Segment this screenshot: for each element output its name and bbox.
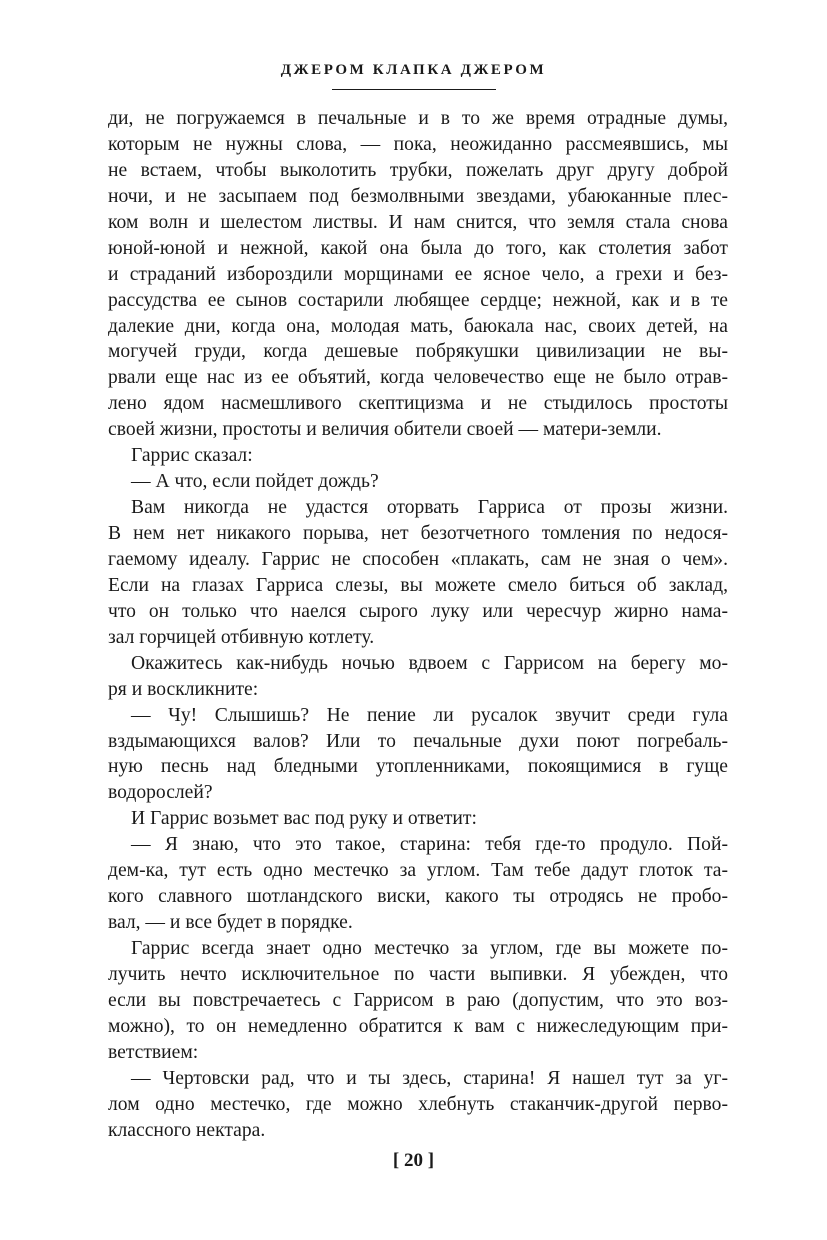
text-line: дем-ка, тут есть одно местечко за углом. Там тебе дадут глоток та-	[108, 860, 728, 882]
text-line: гаемому идеалу. Гаррис не способен «плакать, сам не зная о чем».	[108, 548, 728, 570]
text-line: — А что, если пойдет дождь?	[131, 471, 379, 493]
text-line: можно), то он немедленно обратится к вам с нижеследующим при-	[108, 1015, 728, 1037]
text-line: кого славного шотландского виски, какого ты отродясь не пробо-	[108, 886, 728, 908]
text-line: ди, не погружаемся в печальные и в то же время отрадные думы,	[108, 108, 728, 129]
text-line: — Чу! Слышишь? Не пение ли русалок звучит среди гула	[131, 704, 728, 726]
running-header: ДЖЕРОМ КЛАПКА ДЖЕРОМ	[280, 62, 547, 78]
page-number: [ 20 ]	[392, 1150, 435, 1171]
text-line: И Гаррис возьмет вас под руку и ответит:	[131, 808, 477, 830]
header-rule	[332, 89, 496, 90]
text-line: — Я знаю, что это такое, старина: тебя где-то продуло. Пой-	[131, 834, 728, 856]
text-line: водорослей?	[108, 782, 213, 804]
text-line: лом одно местечко, где можно хлебнуть стаканчик-другой перво-	[108, 1093, 728, 1115]
text-line: если вы повстречаетесь с Гаррисом в раю (допустим, что это воз-	[108, 989, 728, 1011]
text-line: классного нектара.	[108, 1119, 266, 1141]
text-line: ря и воскликните:	[108, 678, 259, 700]
text-line: Гаррис всегда знает одно местечко за углом, где вы можете по-	[131, 938, 728, 959]
text-line: Если на глазах Гарриса слезы, вы можете смело биться об заклад,	[108, 574, 728, 596]
text-line: далекие дни, когда она, молодая мать, баюкала нас, своих детей, на	[108, 315, 728, 337]
text-line: зал горчицей отбивную котлету.	[108, 626, 375, 648]
body-text	[108, 106, 728, 1144]
text-line: не встаем, чтобы выколотить трубки, пожелать друг другу доброй	[108, 159, 728, 181]
text-line: своей жизни, простоты и величия обители своей — матери-земли.	[108, 419, 662, 441]
text-line: вздымающихся валов? Или то печальные духи поют погребаль-	[108, 730, 728, 752]
text-line: ную песнь над бледными утопленниками, покоящимися в гуще	[108, 756, 728, 778]
text-line: ком волн и шелестом листвы. И нам снится, что земля стала снова	[108, 211, 728, 233]
text-line: что он только что наелся сырого луку или чересчур жирно нама-	[108, 600, 728, 622]
text-line: юной-юной и нежной, какой она была до того, как столетия забот	[108, 237, 728, 259]
text-line: рвали еще нас из ее объятий, когда человечество еще не было отрав-	[108, 367, 728, 389]
text-line: которым не нужны слова, — пока, неожиданно рассмеявшись, мы	[108, 133, 728, 155]
text-line: Вам никогда не удастся оторвать Гарриса от прозы жизни.	[131, 497, 728, 519]
text-line: Гаррис сказал:	[131, 445, 253, 467]
text-line: В нем нет никакого порыва, нет безотчетного томления по недося-	[108, 523, 728, 544]
text-line: — Чертовски рад, что и ты здесь, старина! Я нашел тут за уг-	[131, 1067, 728, 1089]
text-line: ночи, и не засыпаем под безмолвными звездами, убаюканные плес-	[108, 185, 728, 207]
text-line: могучей груди, когда дешевые побрякушки цивилизации не вы-	[108, 341, 728, 363]
text-line: вал, — и все будет в порядке.	[108, 912, 353, 934]
text-line: Окажитесь как-нибудь ночью вдвоем с Гаррисом на берегу мо-	[131, 652, 728, 674]
text-line: рассудства ее сынов состарили любящее сердце; нежной, как и в те	[108, 289, 728, 311]
text-line: лено ядом насмешливого скептицизма и не стыдилось простоты	[108, 393, 728, 415]
text-line: ветствием:	[108, 1041, 199, 1063]
text-line: лучить нечто исключительное по части выпивки. Я убежден, что	[108, 963, 728, 985]
text-line: и страданий избороздили морщинами ее ясное чело, а грехи и без-	[108, 263, 728, 285]
